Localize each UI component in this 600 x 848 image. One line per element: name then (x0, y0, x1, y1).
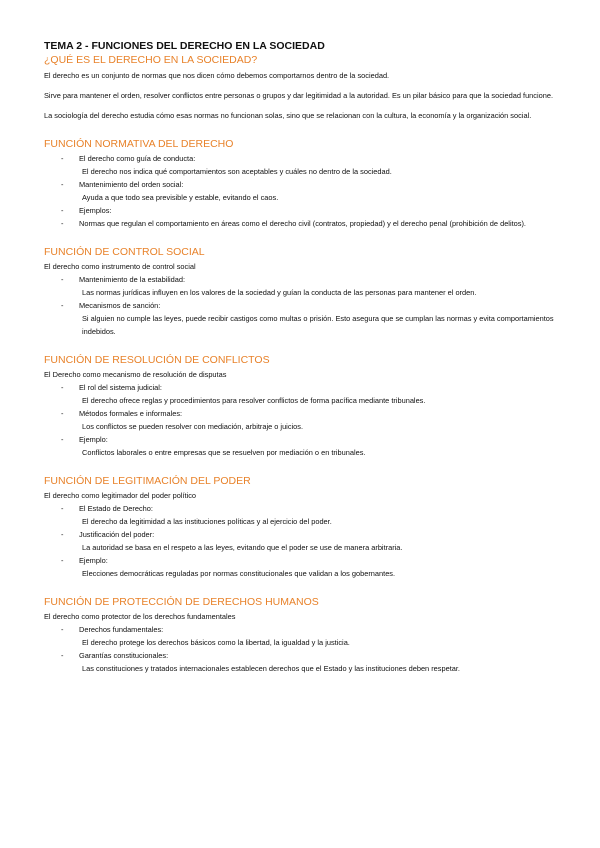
item-label: Métodos formales e informales: (79, 409, 183, 418)
item-label: Mantenimiento del orden social: (79, 180, 184, 189)
item-label: Ejemplo: (79, 435, 108, 444)
list-item (44, 152, 564, 178)
dash-bullet: - (61, 180, 64, 189)
document-subtitle: ¿QUÉ ES EL DERECHO EN LA SOCIEDAD? (44, 54, 258, 66)
section-lead: El derecho como legitimador del poder político (44, 491, 197, 500)
section (44, 475, 564, 580)
list-item (44, 433, 564, 459)
list-item (44, 178, 564, 204)
item-detail: El derecho nos indica qué comportamientos son aceptables y cuáles no dentro de la sociedad. (82, 167, 392, 176)
item-label: Ejemplos: (79, 206, 112, 215)
dash-bullet: - (61, 154, 64, 163)
section-title: FUNCIÓN DE LEGITIMACIÓN DEL PODER (44, 475, 251, 487)
item-label: Mantenimiento de la estabilidad: (79, 275, 185, 284)
item-label: El Estado de Derecho: (79, 504, 153, 513)
item-detail: Elecciones democráticas reguladas por normas constitucionales que validan a los gobernantes. (82, 569, 396, 578)
item-detail: Si alguien no cumple las leyes, puede recibir castigos como multas o prisión. Esto asegura que se cumplan las normas y evita comportamientos indebidos. (82, 314, 554, 336)
item-label: El rol del sistema judicial: (79, 383, 162, 392)
item-detail: El derecho ofrece reglas y procedimientos para resolver conflictos de forma pacífica mediante tribunales. (82, 396, 426, 405)
item-label: Justificación del poder: (79, 530, 155, 539)
item-label: Derechos fundamentales: (79, 625, 164, 634)
list-item (44, 204, 564, 217)
list-item (44, 381, 564, 407)
item-label: Ejemplo: (79, 556, 108, 565)
item-label: Garantías constitucionales: (79, 651, 169, 660)
dash-bullet: - (61, 409, 64, 418)
section (44, 246, 564, 338)
section-title: FUNCIÓN DE PROTECCIÓN DE DERECHOS HUMANOS (44, 596, 319, 608)
intro-paragraph: La sociología del derecho estudia cómo esas normas no funcionan solas, sino que se relacionan con la cultura, la economía y la organización social. (44, 111, 532, 120)
item-detail: Los conflictos se pueden resolver con mediación, arbitraje o juicios. (82, 422, 304, 431)
list-item (44, 554, 564, 580)
dash-bullet: - (61, 504, 64, 513)
item-detail: El derecho da legitimidad a las instituciones políticas y al ejercicio del poder. (82, 517, 332, 526)
item-label: Mecanismos de sanción: (79, 301, 161, 310)
item-detail: Las constituciones y tratados internacionales establecen derechos que el Estado y las instituciones deben respetar. (82, 664, 460, 673)
intro-paragraph: El derecho es un conjunto de normas que nos dicen cómo debemos comportarnos dentro de la sociedad. (44, 71, 390, 80)
list-item (44, 217, 564, 230)
item-detail: El derecho protege los derechos básicos como la libertad, la igualdad y la justicia. (82, 638, 350, 647)
list-item (44, 649, 564, 675)
list-item (44, 299, 564, 338)
section (44, 354, 564, 459)
dash-bullet: - (61, 301, 64, 310)
section-lead: El derecho como instrumento de control social (44, 262, 196, 271)
item-detail: Las normas jurídicas influyen en los valores de la sociedad y guían la conducta de las personas para mantener el orden. (82, 288, 477, 297)
section-title: FUNCIÓN DE CONTROL SOCIAL (44, 246, 205, 258)
section-title: FUNCIÓN DE RESOLUCIÓN DE CONFLICTOS (44, 354, 270, 366)
list-item (44, 502, 564, 528)
section-lead: El Derecho como mecanismo de resolución de disputas (44, 370, 227, 379)
section-lead: El derecho como protector de los derechos fundamentales (44, 612, 236, 621)
intro-paragraph: Sirve para mantener el orden, resolver conflictos entre personas o grupos y dar legitimidad a la autoridad. Es un pilar básico para que la sociedad funcione. (44, 91, 554, 100)
dash-bullet: - (61, 556, 64, 565)
section (44, 138, 564, 230)
item-detail: Ayuda a que todo sea previsible y estable, evitando el caos. (82, 193, 279, 202)
list-item (44, 528, 564, 554)
list-item (44, 273, 564, 299)
sections-container (44, 138, 564, 675)
list-item (44, 407, 564, 433)
section (44, 596, 564, 675)
dash-bullet: - (61, 651, 64, 660)
item-detail: La autoridad se basa en el respeto a las leyes, evitando que el poder se use de manera arbitraria. (82, 543, 403, 552)
dash-bullet: - (61, 530, 64, 539)
dash-bullet: - (61, 625, 64, 634)
document-body (44, 40, 564, 675)
item-label: Normas que regulan el comportamiento en áreas como el derecho civil (contratos, propiedad) y el derecho penal (prohibición de delitos). (79, 219, 526, 228)
dash-bullet: - (61, 275, 64, 284)
list-item (44, 623, 564, 649)
dash-bullet: - (61, 206, 64, 215)
dash-bullet: - (61, 435, 64, 444)
section-title: FUNCIÓN NORMATIVA DEL DERECHO (44, 138, 234, 150)
item-detail: Conflictos laborales o entre empresas que se resuelven por mediación o en tribunales. (82, 448, 366, 457)
document-title: TEMA 2 - FUNCIONES DEL DERECHO EN LA SOCIEDAD (44, 40, 325, 52)
dash-bullet: - (61, 383, 64, 392)
dash-bullet: - (61, 219, 64, 228)
item-label: El derecho como guía de conducta: (79, 154, 196, 163)
